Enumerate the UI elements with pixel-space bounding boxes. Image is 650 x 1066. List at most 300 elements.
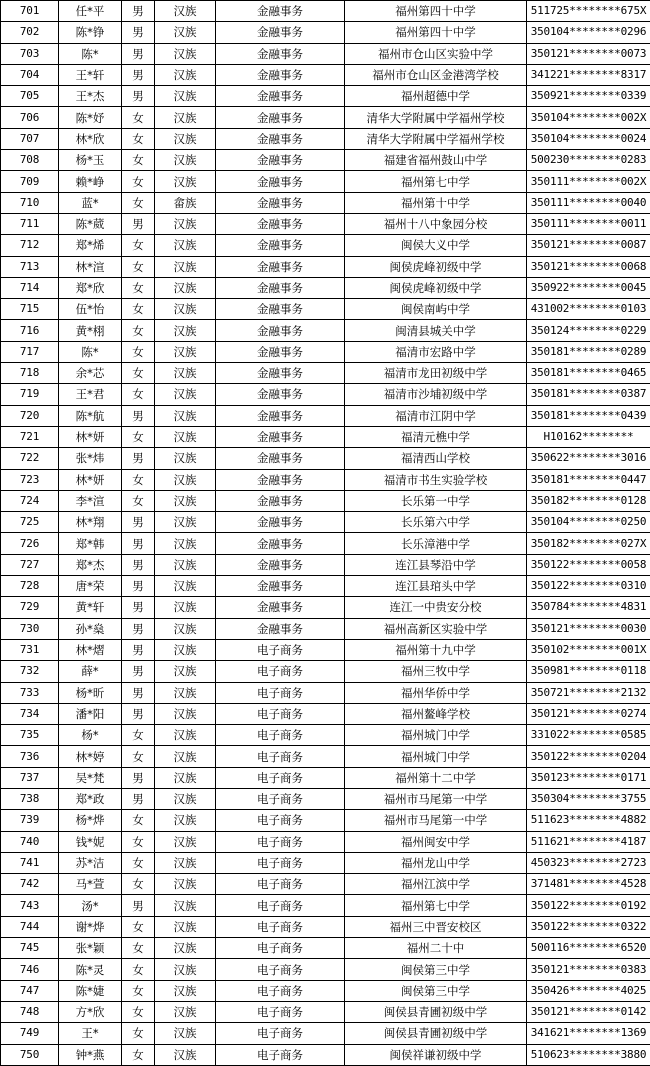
student-name-cell: 赖*峥 bbox=[59, 171, 122, 192]
school-cell: 福州城门中学 bbox=[345, 746, 527, 767]
row-number-cell: 744 bbox=[1, 916, 59, 937]
student-name-cell: 陈*航 bbox=[59, 405, 122, 426]
student-name-cell: 薛* bbox=[59, 661, 122, 682]
major-cell: 电子商务 bbox=[216, 874, 345, 895]
major-cell: 电子商务 bbox=[216, 852, 345, 873]
gender-cell: 女 bbox=[122, 150, 155, 171]
school-cell: 福州第十中学 bbox=[345, 192, 527, 213]
ethnicity-cell: 汉族 bbox=[155, 469, 216, 490]
id-number-cell: 350922********0045 bbox=[527, 277, 650, 298]
id-number-cell: 350181********0289 bbox=[527, 341, 650, 362]
gender-cell: 女 bbox=[122, 831, 155, 852]
id-number-cell: 350111********0011 bbox=[527, 213, 650, 234]
row-number-cell: 702 bbox=[1, 22, 59, 43]
gender-cell: 女 bbox=[122, 320, 155, 341]
ethnicity-cell: 汉族 bbox=[155, 895, 216, 916]
row-number-cell: 730 bbox=[1, 618, 59, 639]
school-cell: 福清市江阴中学 bbox=[345, 405, 527, 426]
ethnicity-cell: 汉族 bbox=[155, 490, 216, 511]
gender-cell: 女 bbox=[122, 810, 155, 831]
student-name-cell: 林*熠 bbox=[59, 639, 122, 660]
table-row bbox=[1, 363, 650, 384]
row-number-cell: 707 bbox=[1, 128, 59, 149]
student-name-cell: 陈*铮 bbox=[59, 22, 122, 43]
major-cell: 电子商务 bbox=[216, 725, 345, 746]
id-number-cell: 510623********3880 bbox=[527, 1044, 650, 1065]
major-cell: 金融事务 bbox=[216, 192, 345, 213]
id-number-cell: 331022********0585 bbox=[527, 725, 650, 746]
id-number-cell: 350104********0250 bbox=[527, 512, 650, 533]
row-number-cell: 740 bbox=[1, 831, 59, 852]
table-row bbox=[1, 938, 650, 959]
ethnicity-cell: 汉族 bbox=[155, 1001, 216, 1022]
school-cell: 福州第十二中学 bbox=[345, 767, 527, 788]
student-name-cell: 陈* bbox=[59, 43, 122, 64]
student-name-cell: 潘*阳 bbox=[59, 703, 122, 724]
gender-cell: 男 bbox=[122, 618, 155, 639]
table-row bbox=[1, 554, 650, 575]
gender-cell: 男 bbox=[122, 895, 155, 916]
id-number-cell: 500230********0283 bbox=[527, 150, 650, 171]
ethnicity-cell: 汉族 bbox=[155, 554, 216, 575]
table-row bbox=[1, 426, 650, 447]
table-row bbox=[1, 618, 650, 639]
student-name-cell: 杨*烨 bbox=[59, 810, 122, 831]
gender-cell: 男 bbox=[122, 703, 155, 724]
table-row bbox=[1, 576, 650, 597]
school-cell: 福州第四十中学 bbox=[345, 22, 527, 43]
id-number-cell: 341621********1369 bbox=[527, 1023, 650, 1044]
gender-cell: 男 bbox=[122, 405, 155, 426]
table-row bbox=[1, 448, 650, 469]
row-number-cell: 710 bbox=[1, 192, 59, 213]
row-number-cell: 729 bbox=[1, 597, 59, 618]
school-cell: 福州市马尾第一中学 bbox=[345, 810, 527, 831]
id-number-cell: 350121********0073 bbox=[527, 43, 650, 64]
school-cell: 长乐第一中学 bbox=[345, 490, 527, 511]
row-number-cell: 717 bbox=[1, 341, 59, 362]
student-name-cell: 杨* bbox=[59, 725, 122, 746]
student-name-cell: 郑*杰 bbox=[59, 554, 122, 575]
ethnicity-cell: 汉族 bbox=[155, 426, 216, 447]
table-row bbox=[1, 192, 650, 213]
gender-cell: 男 bbox=[122, 597, 155, 618]
school-cell: 福州三牧中学 bbox=[345, 661, 527, 682]
id-number-cell: 350122********0322 bbox=[527, 916, 650, 937]
school-cell: 闽侯县青圃初级中学 bbox=[345, 1023, 527, 1044]
table-row bbox=[1, 469, 650, 490]
row-number-cell: 748 bbox=[1, 1001, 59, 1022]
student-name-cell: 郑*韩 bbox=[59, 533, 122, 554]
school-cell: 福清西山学校 bbox=[345, 448, 527, 469]
school-cell: 福州第四十中学 bbox=[345, 1, 527, 22]
row-number-cell: 714 bbox=[1, 277, 59, 298]
ethnicity-cell: 汉族 bbox=[155, 597, 216, 618]
gender-cell: 女 bbox=[122, 341, 155, 362]
table-row bbox=[1, 320, 650, 341]
row-number-cell: 737 bbox=[1, 767, 59, 788]
table-row bbox=[1, 874, 650, 895]
row-number-cell: 720 bbox=[1, 405, 59, 426]
gender-cell: 男 bbox=[122, 533, 155, 554]
ethnicity-cell: 汉族 bbox=[155, 299, 216, 320]
table-row bbox=[1, 1, 650, 22]
table-row bbox=[1, 703, 650, 724]
id-number-cell: 350981********0118 bbox=[527, 661, 650, 682]
ethnicity-cell: 汉族 bbox=[155, 128, 216, 149]
major-cell: 金融事务 bbox=[216, 299, 345, 320]
major-cell: 金融事务 bbox=[216, 86, 345, 107]
major-cell: 电子商务 bbox=[216, 1023, 345, 1044]
gender-cell: 男 bbox=[122, 448, 155, 469]
ethnicity-cell: 汉族 bbox=[155, 171, 216, 192]
gender-cell: 女 bbox=[122, 128, 155, 149]
row-number-cell: 733 bbox=[1, 682, 59, 703]
major-cell: 金融事务 bbox=[216, 533, 345, 554]
school-cell: 福州鳌峰学校 bbox=[345, 703, 527, 724]
table-row bbox=[1, 128, 650, 149]
student-name-cell: 余*芯 bbox=[59, 363, 122, 384]
student-name-cell: 张*颖 bbox=[59, 938, 122, 959]
major-cell: 金融事务 bbox=[216, 384, 345, 405]
row-number-cell: 727 bbox=[1, 554, 59, 575]
school-cell: 闽侯祥谦初级中学 bbox=[345, 1044, 527, 1065]
major-cell: 金融事务 bbox=[216, 150, 345, 171]
ethnicity-cell: 汉族 bbox=[155, 320, 216, 341]
ethnicity-cell: 汉族 bbox=[155, 938, 216, 959]
table-row bbox=[1, 810, 650, 831]
gender-cell: 女 bbox=[122, 490, 155, 511]
table-row bbox=[1, 43, 650, 64]
table-row bbox=[1, 533, 650, 554]
major-cell: 金融事务 bbox=[216, 1, 345, 22]
row-number-cell: 734 bbox=[1, 703, 59, 724]
ethnicity-cell: 汉族 bbox=[155, 725, 216, 746]
major-cell: 金融事务 bbox=[216, 235, 345, 256]
major-cell: 电子商务 bbox=[216, 767, 345, 788]
school-cell: 福州华侨中学 bbox=[345, 682, 527, 703]
school-cell: 福州闽安中学 bbox=[345, 831, 527, 852]
gender-cell: 女 bbox=[122, 746, 155, 767]
id-number-cell: 350104********002X bbox=[527, 107, 650, 128]
gender-cell: 女 bbox=[122, 938, 155, 959]
major-cell: 金融事务 bbox=[216, 107, 345, 128]
student-name-cell: 谢*烨 bbox=[59, 916, 122, 937]
ethnicity-cell: 汉族 bbox=[155, 363, 216, 384]
ethnicity-cell: 汉族 bbox=[155, 150, 216, 171]
id-number-cell: 350121********0087 bbox=[527, 235, 650, 256]
table-row bbox=[1, 597, 650, 618]
ethnicity-cell: 汉族 bbox=[155, 682, 216, 703]
id-number-cell: 450323********2723 bbox=[527, 852, 650, 873]
school-cell: 福清市龙田初级中学 bbox=[345, 363, 527, 384]
id-number-cell: 431002********0103 bbox=[527, 299, 650, 320]
school-cell: 福州江滨中学 bbox=[345, 874, 527, 895]
school-cell: 福州市仓山区金港湾学校 bbox=[345, 64, 527, 85]
id-number-cell: H10162******** bbox=[527, 426, 650, 447]
student-name-cell: 方*欣 bbox=[59, 1001, 122, 1022]
major-cell: 金融事务 bbox=[216, 363, 345, 384]
gender-cell: 女 bbox=[122, 277, 155, 298]
id-number-cell: 341221********8317 bbox=[527, 64, 650, 85]
gender-cell: 男 bbox=[122, 554, 155, 575]
gender-cell: 女 bbox=[122, 1044, 155, 1065]
id-number-cell: 350122********0058 bbox=[527, 554, 650, 575]
table-row bbox=[1, 405, 650, 426]
id-number-cell: 350181********0447 bbox=[527, 469, 650, 490]
student-name-cell: 任*平 bbox=[59, 1, 122, 22]
gender-cell: 男 bbox=[122, 86, 155, 107]
table-row bbox=[1, 299, 650, 320]
id-number-cell: 350121********0142 bbox=[527, 1001, 650, 1022]
id-number-cell: 350921********0339 bbox=[527, 86, 650, 107]
major-cell: 电子商务 bbox=[216, 788, 345, 809]
major-cell: 金融事务 bbox=[216, 22, 345, 43]
gender-cell: 女 bbox=[122, 299, 155, 320]
student-name-cell: 黄*栩 bbox=[59, 320, 122, 341]
school-cell: 连江县琯头中学 bbox=[345, 576, 527, 597]
school-cell: 闽侯第三中学 bbox=[345, 980, 527, 1001]
table-row bbox=[1, 639, 650, 660]
id-number-cell: 350121********0068 bbox=[527, 256, 650, 277]
gender-cell: 男 bbox=[122, 512, 155, 533]
school-cell: 福州十八中象园分校 bbox=[345, 213, 527, 234]
row-number-cell: 743 bbox=[1, 895, 59, 916]
id-number-cell: 350121********0030 bbox=[527, 618, 650, 639]
major-cell: 电子商务 bbox=[216, 746, 345, 767]
student-name-cell: 林*妍 bbox=[59, 426, 122, 447]
id-number-cell: 350104********0024 bbox=[527, 128, 650, 149]
school-cell: 福州高新区实验中学 bbox=[345, 618, 527, 639]
row-number-cell: 708 bbox=[1, 150, 59, 171]
table-row bbox=[1, 171, 650, 192]
student-name-cell: 汤* bbox=[59, 895, 122, 916]
ethnicity-cell: 汉族 bbox=[155, 767, 216, 788]
major-cell: 电子商务 bbox=[216, 810, 345, 831]
gender-cell: 男 bbox=[122, 1, 155, 22]
student-name-cell: 王*杰 bbox=[59, 86, 122, 107]
major-cell: 金融事务 bbox=[216, 213, 345, 234]
student-name-cell: 孙*燊 bbox=[59, 618, 122, 639]
table-row bbox=[1, 1044, 650, 1065]
gender-cell: 女 bbox=[122, 1023, 155, 1044]
school-cell: 清华大学附属中学福州学校 bbox=[345, 128, 527, 149]
id-number-cell: 350122********0204 bbox=[527, 746, 650, 767]
gender-cell: 女 bbox=[122, 959, 155, 980]
major-cell: 金融事务 bbox=[216, 43, 345, 64]
major-cell: 金融事务 bbox=[216, 597, 345, 618]
row-number-cell: 747 bbox=[1, 980, 59, 1001]
id-number-cell: 350122********0310 bbox=[527, 576, 650, 597]
ethnicity-cell: 汉族 bbox=[155, 576, 216, 597]
id-number-cell: 350181********0465 bbox=[527, 363, 650, 384]
table-row bbox=[1, 788, 650, 809]
id-number-cell: 511725********675X bbox=[527, 1, 650, 22]
major-cell: 电子商务 bbox=[216, 682, 345, 703]
gender-cell: 女 bbox=[122, 235, 155, 256]
major-cell: 金融事务 bbox=[216, 469, 345, 490]
row-number-cell: 742 bbox=[1, 874, 59, 895]
school-cell: 福州三中晋安校区 bbox=[345, 916, 527, 937]
student-name-cell: 唐*荣 bbox=[59, 576, 122, 597]
major-cell: 金融事务 bbox=[216, 171, 345, 192]
student-name-cell: 陈*妤 bbox=[59, 107, 122, 128]
id-number-cell: 350123********0171 bbox=[527, 767, 650, 788]
school-cell: 福州第十九中学 bbox=[345, 639, 527, 660]
major-cell: 电子商务 bbox=[216, 1001, 345, 1022]
gender-cell: 女 bbox=[122, 874, 155, 895]
row-number-cell: 723 bbox=[1, 469, 59, 490]
major-cell: 电子商务 bbox=[216, 938, 345, 959]
ethnicity-cell: 汉族 bbox=[155, 703, 216, 724]
student-name-cell: 林*渲 bbox=[59, 256, 122, 277]
gender-cell: 女 bbox=[122, 384, 155, 405]
ethnicity-cell: 汉族 bbox=[155, 874, 216, 895]
id-number-cell: 371481********4528 bbox=[527, 874, 650, 895]
student-name-cell: 李*渲 bbox=[59, 490, 122, 511]
gender-cell: 男 bbox=[122, 639, 155, 660]
ethnicity-cell: 汉族 bbox=[155, 86, 216, 107]
gender-cell: 女 bbox=[122, 916, 155, 937]
row-number-cell: 726 bbox=[1, 533, 59, 554]
student-name-cell: 王* bbox=[59, 1023, 122, 1044]
school-cell: 闽侯大义中学 bbox=[345, 235, 527, 256]
row-number-cell: 705 bbox=[1, 86, 59, 107]
id-number-cell: 350122********0192 bbox=[527, 895, 650, 916]
major-cell: 金融事务 bbox=[216, 490, 345, 511]
row-number-cell: 706 bbox=[1, 107, 59, 128]
table-row bbox=[1, 682, 650, 703]
school-cell: 福州超德中学 bbox=[345, 86, 527, 107]
table-row bbox=[1, 64, 650, 85]
row-number-cell: 709 bbox=[1, 171, 59, 192]
id-number-cell: 350181********0387 bbox=[527, 384, 650, 405]
school-cell: 福清市书生实验学校 bbox=[345, 469, 527, 490]
id-number-cell: 350182********027X bbox=[527, 533, 650, 554]
ethnicity-cell: 汉族 bbox=[155, 405, 216, 426]
row-number-cell: 732 bbox=[1, 661, 59, 682]
gender-cell: 女 bbox=[122, 426, 155, 447]
row-number-cell: 739 bbox=[1, 810, 59, 831]
row-number-cell: 719 bbox=[1, 384, 59, 405]
table-body bbox=[1, 1, 650, 1066]
id-number-cell: 511621********4187 bbox=[527, 831, 650, 852]
row-number-cell: 745 bbox=[1, 938, 59, 959]
row-number-cell: 728 bbox=[1, 576, 59, 597]
major-cell: 金融事务 bbox=[216, 256, 345, 277]
school-cell: 连江一中贵安分校 bbox=[345, 597, 527, 618]
table-row bbox=[1, 1023, 650, 1044]
table-row bbox=[1, 235, 650, 256]
student-name-cell: 黄*轩 bbox=[59, 597, 122, 618]
ethnicity-cell: 汉族 bbox=[155, 277, 216, 298]
table-row bbox=[1, 384, 650, 405]
table-row bbox=[1, 959, 650, 980]
student-name-cell: 伍*怡 bbox=[59, 299, 122, 320]
major-cell: 电子商务 bbox=[216, 980, 345, 1001]
row-number-cell: 701 bbox=[1, 1, 59, 22]
major-cell: 电子商务 bbox=[216, 895, 345, 916]
id-number-cell: 350304********3755 bbox=[527, 788, 650, 809]
school-cell: 闽清县城关中学 bbox=[345, 320, 527, 341]
row-number-cell: 703 bbox=[1, 43, 59, 64]
major-cell: 电子商务 bbox=[216, 639, 345, 660]
id-number-cell: 350102********001X bbox=[527, 639, 650, 660]
table-row bbox=[1, 661, 650, 682]
major-cell: 电子商务 bbox=[216, 661, 345, 682]
ethnicity-cell: 汉族 bbox=[155, 746, 216, 767]
ethnicity-cell: 畲族 bbox=[155, 192, 216, 213]
row-number-cell: 736 bbox=[1, 746, 59, 767]
school-cell: 长乐第六中学 bbox=[345, 512, 527, 533]
ethnicity-cell: 汉族 bbox=[155, 213, 216, 234]
id-number-cell: 350111********002X bbox=[527, 171, 650, 192]
school-cell: 福清元樵中学 bbox=[345, 426, 527, 447]
table-row bbox=[1, 746, 650, 767]
row-number-cell: 721 bbox=[1, 426, 59, 447]
table-row bbox=[1, 150, 650, 171]
ethnicity-cell: 汉族 bbox=[155, 107, 216, 128]
id-number-cell: 511623********4882 bbox=[527, 810, 650, 831]
student-name-cell: 林*欣 bbox=[59, 128, 122, 149]
ethnicity-cell: 汉族 bbox=[155, 618, 216, 639]
ethnicity-cell: 汉族 bbox=[155, 43, 216, 64]
student-name-cell: 林*妍 bbox=[59, 469, 122, 490]
table-row bbox=[1, 490, 650, 511]
major-cell: 金融事务 bbox=[216, 64, 345, 85]
student-name-cell: 苏*洁 bbox=[59, 852, 122, 873]
major-cell: 电子商务 bbox=[216, 831, 345, 852]
school-cell: 福清市沙埔初级中学 bbox=[345, 384, 527, 405]
gender-cell: 女 bbox=[122, 363, 155, 384]
row-number-cell: 718 bbox=[1, 363, 59, 384]
school-cell: 福州第七中学 bbox=[345, 171, 527, 192]
ethnicity-cell: 汉族 bbox=[155, 639, 216, 660]
major-cell: 金融事务 bbox=[216, 576, 345, 597]
student-name-cell: 陈*葳 bbox=[59, 213, 122, 234]
school-cell: 福建省福州鼓山中学 bbox=[345, 150, 527, 171]
major-cell: 金融事务 bbox=[216, 512, 345, 533]
student-name-cell: 郑*政 bbox=[59, 788, 122, 809]
student-name-cell: 王*君 bbox=[59, 384, 122, 405]
gender-cell: 女 bbox=[122, 469, 155, 490]
ethnicity-cell: 汉族 bbox=[155, 916, 216, 937]
id-number-cell: 350784********4831 bbox=[527, 597, 650, 618]
table-row bbox=[1, 256, 650, 277]
id-number-cell: 350622********3016 bbox=[527, 448, 650, 469]
student-name-cell: 钱*妮 bbox=[59, 831, 122, 852]
id-number-cell: 500116********6520 bbox=[527, 938, 650, 959]
row-number-cell: 712 bbox=[1, 235, 59, 256]
school-cell: 福州第七中学 bbox=[345, 895, 527, 916]
gender-cell: 男 bbox=[122, 576, 155, 597]
school-cell: 闽侯县青圃初级中学 bbox=[345, 1001, 527, 1022]
table-row bbox=[1, 512, 650, 533]
id-number-cell: 350121********0274 bbox=[527, 703, 650, 724]
table-row bbox=[1, 980, 650, 1001]
major-cell: 金融事务 bbox=[216, 426, 345, 447]
ethnicity-cell: 汉族 bbox=[155, 22, 216, 43]
ethnicity-cell: 汉族 bbox=[155, 341, 216, 362]
table-row bbox=[1, 277, 650, 298]
student-name-cell: 郑*欣 bbox=[59, 277, 122, 298]
row-number-cell: 716 bbox=[1, 320, 59, 341]
ethnicity-cell: 汉族 bbox=[155, 852, 216, 873]
ethnicity-cell: 汉族 bbox=[155, 448, 216, 469]
id-number-cell: 350721********2132 bbox=[527, 682, 650, 703]
id-number-cell: 350121********0383 bbox=[527, 959, 650, 980]
row-number-cell: 746 bbox=[1, 959, 59, 980]
